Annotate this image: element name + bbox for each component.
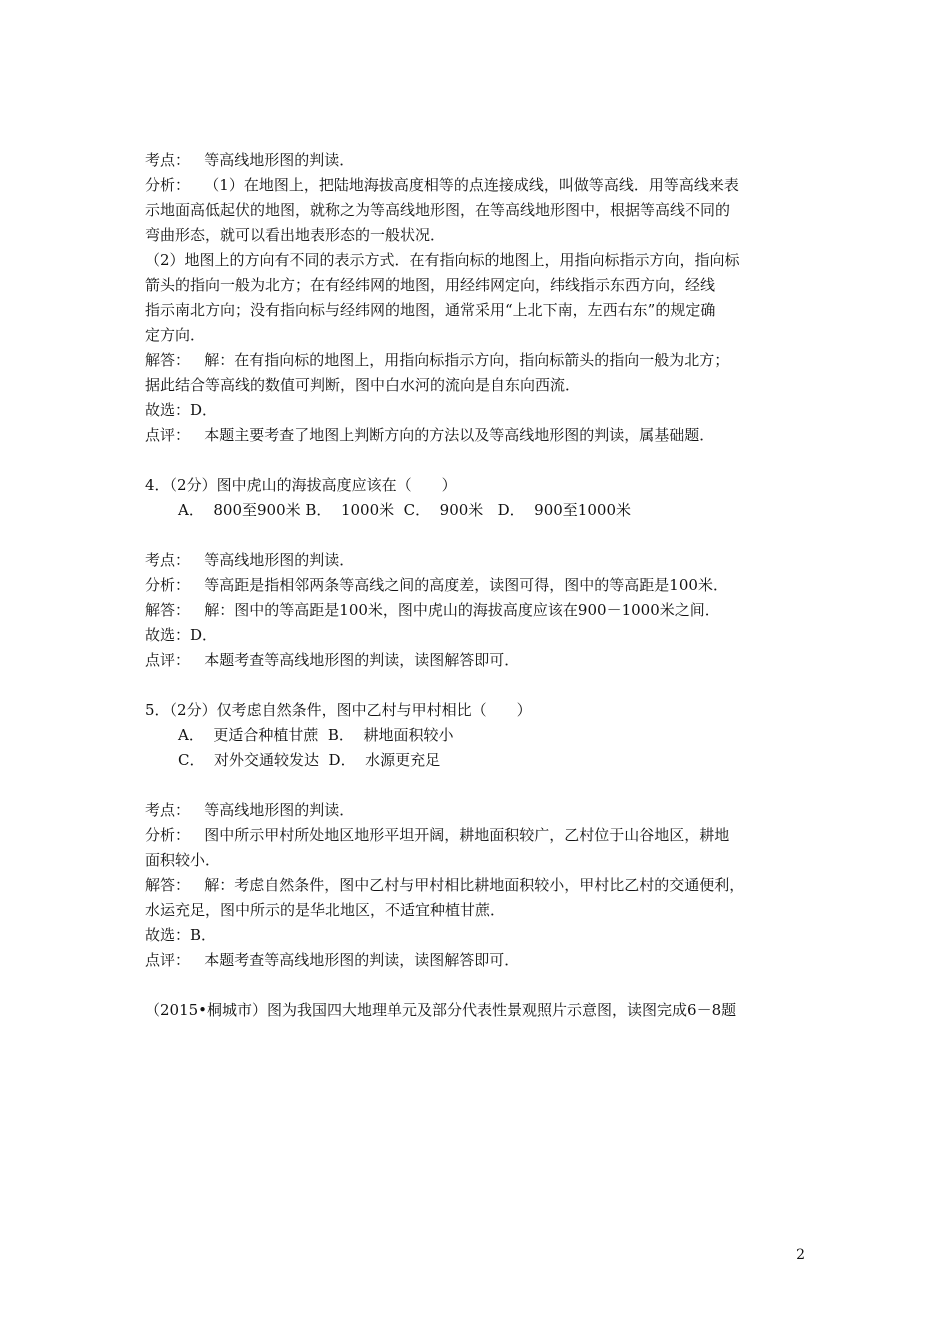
text-line: 故选：B．: [145, 926, 217, 944]
text-line: 箭头的指向一般为北方；在有经纬网的地图，用经纬网定向，纬线指示东西方向，经线: [145, 276, 716, 294]
text-line: （2）地图上的方向有不同的表示方式．在有指向标的地图上，用指向标指示方向，指向标: [145, 251, 740, 269]
text-line: 分析： （1）在地图上，把陆地海拔高度相等的点连接成线，叫做等高线．用等高线来表: [145, 176, 739, 194]
question-4: 4．（2分）图中虎山的海拔高度应该在（ ）: [145, 476, 457, 494]
text-line: 分析： 等高距是指相邻两条等高线之间的高度差，读图可得，图中的等高距是100米．: [145, 576, 728, 594]
text-line: 故选：D．: [145, 626, 218, 644]
text-line: 指示南北方向；没有指向标与经纬网的地图，通常采用“上北下南，左西右东”的规定确: [145, 301, 716, 319]
text-line: 示地面高低起伏的地图，就称之为等高线地形图，在等高线地形图中，根据等高线不同的: [145, 201, 731, 219]
text-line: 故选：D．: [145, 401, 218, 419]
text-line: 据此结合等高线的数值可判断，图中白水河的流向是自东向西流．: [145, 376, 581, 394]
question-4-options: A． 800至900米 B． 1000米 C． 900米 D． 900至1000米: [178, 501, 631, 519]
text-line: 考点： 等高线地形图的判读．: [145, 551, 355, 569]
text-line: 点评： 本题考查等高线地形图的判读，读图解答即可．: [145, 951, 520, 969]
question-5: 5．（2分）仅考虑自然条件，图中乙村与甲村相比（ ）: [145, 701, 532, 719]
text-line: 弯曲形态，就可以看出地表形态的一般状况．: [145, 226, 446, 244]
text-line: 解答： 解：在有指向标的地图上，用指向标指示方向，指向标箭头的指向一般为北方；: [145, 351, 730, 369]
text-line: 水运充足，图中所示的是华北地区，不适宜种植甘蔗．: [145, 901, 506, 919]
question-5-options-ab: A． 更适合种植甘蔗 B． 耕地面积较小: [178, 726, 454, 744]
section-intro: （2015•桐城市）图为我国四大地理单元及部分代表性景观照片示意图，读图完成6－8题: [145, 1001, 737, 1019]
text-line: 点评： 本题主要考查了地图上判断方向的方法以及等高线地形图的判读，属基础题．: [145, 426, 715, 444]
text-line: 解答： 解：图中的等高距是100米，图中虎山的海拔高度应该在900－1000米之间．: [145, 601, 720, 619]
text-line: 考点： 等高线地形图的判读．: [145, 801, 355, 819]
text-line: 解答： 解：考虑自然条件，图中乙村与甲村相比耕地面积较小，甲村比乙村的交通便利，: [145, 876, 745, 894]
text-line: 定方向．: [145, 326, 206, 344]
text-line: 点评： 本题考查等高线地形图的判读，读图解答即可．: [145, 651, 520, 669]
text-line: 分析： 图中所示甲村所处地区地形平坦开阔，耕地面积较广，乙村位于山谷地区，耕地: [145, 826, 730, 844]
text-line: 考点： 等高线地形图的判读．: [145, 151, 355, 169]
text-line: 面积较小．: [145, 851, 221, 869]
page-number: 2: [796, 1247, 805, 1263]
question-5-options-cd: C． 对外交通较发达 D． 水源更充足: [178, 751, 441, 769]
